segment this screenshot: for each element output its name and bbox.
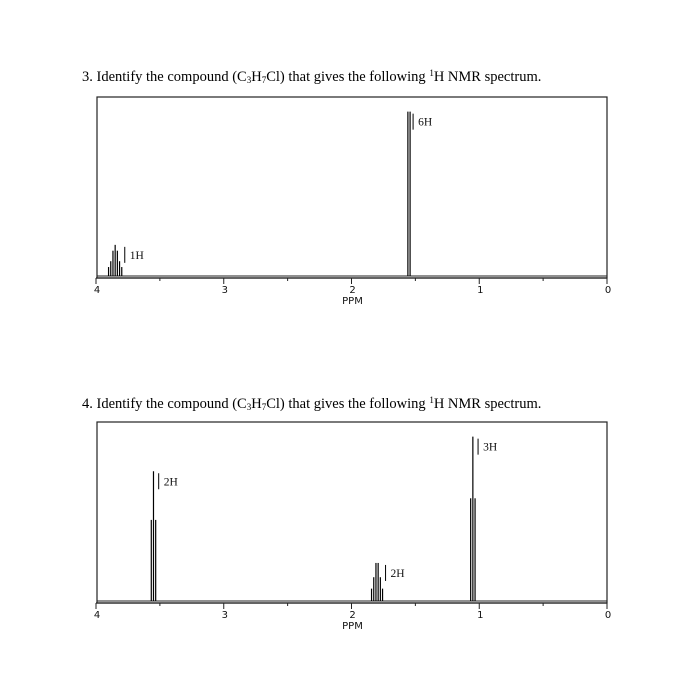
plot-frame: [97, 422, 607, 603]
question-4: [82, 395, 541, 413]
peak-multiplet: [372, 563, 405, 601]
x-tick-label: 0: [604, 610, 612, 621]
peak-multiplet: [109, 245, 144, 276]
x-tick-label: 1: [477, 285, 484, 296]
question-number: 3.: [82, 69, 93, 85]
formula-subscript: 3: [246, 402, 252, 412]
plot-frame: [97, 97, 607, 278]
integration-label: 3H: [483, 441, 498, 454]
integration-label: 6H: [418, 116, 433, 129]
x-tick-label: 0: [604, 285, 612, 296]
x-axis-label: PPM: [342, 296, 363, 307]
x-axis-label: PPM: [342, 621, 363, 632]
question-text: H: [251, 69, 262, 85]
x-tick-label: 2: [349, 610, 356, 621]
question-text: H NMR spectrum.: [433, 69, 542, 85]
x-tick-label: 1: [477, 610, 484, 621]
peak-multiplet: [408, 112, 432, 276]
x-tick-label: 2: [349, 285, 356, 296]
isotope-superscript: 1: [429, 68, 434, 78]
peak-multiplet: [151, 471, 177, 601]
question-text: Cl) that gives the following: [266, 69, 430, 85]
x-tick-label: 3: [221, 285, 228, 296]
formula-subscript: 7: [261, 75, 267, 85]
x-tick-label: 3: [221, 610, 228, 621]
question-text: H NMR spectrum.: [433, 396, 542, 412]
question-text: Cl) that gives the following: [266, 396, 430, 412]
integration-label: 2H: [390, 567, 405, 580]
formula-subscript: 7: [261, 402, 267, 412]
nmr-spectrum-3: [0, 95, 677, 320]
peak-multiplet: [471, 437, 497, 601]
x-tick-label: 4: [93, 610, 101, 621]
nmr-spectrum-4: [0, 420, 677, 645]
question-text: H: [251, 396, 262, 412]
question-3: [82, 68, 541, 86]
isotope-superscript: 1: [429, 395, 434, 405]
question-number: 4.: [82, 396, 93, 412]
question-text: Identify the compound (C: [96, 396, 247, 412]
integration-label: 1H: [129, 249, 144, 262]
formula-subscript: 3: [246, 75, 252, 85]
question-text: Identify the compound (C: [96, 69, 247, 85]
integration-label: 2H: [163, 476, 178, 489]
x-tick-label: 4: [93, 285, 101, 296]
